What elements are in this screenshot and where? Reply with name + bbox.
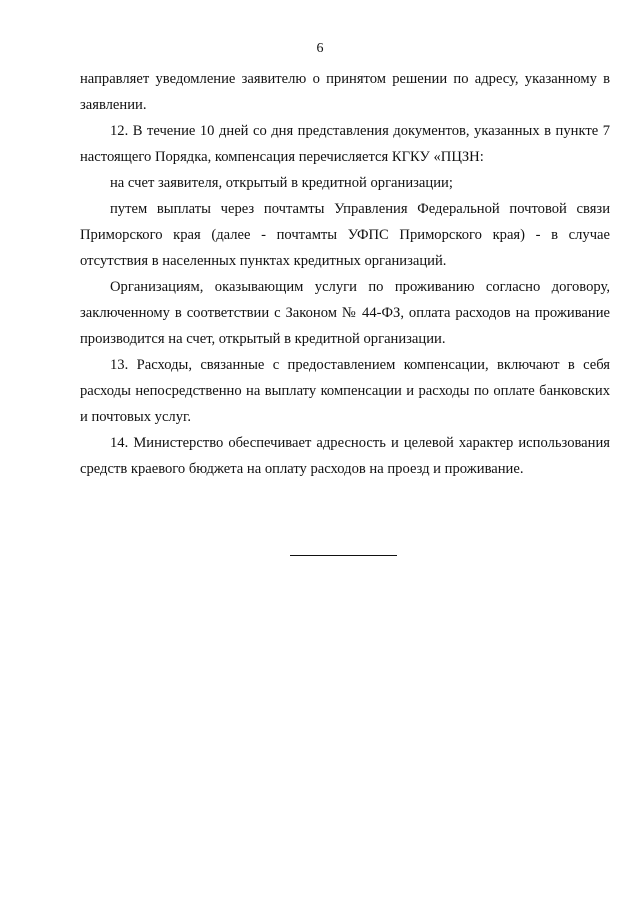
paragraph-post-offices: путем выплаты через почтамты Управления Федеральной почтовой связи Приморского края (далее - почтамты УФПС Приморского края) - в случае отсутствия в населенных пунктах кредитных организаций. (80, 201, 610, 269)
paragraph-item-12: 12. В течение 10 дней со дня представления документов, указанных в пункте 7 настоящего Порядка, компенсация перечисляется КГКУ «ПЦЗН: (80, 123, 610, 165)
paragraph-item-13: 13. Расходы, связанные с предоставлением компенсации, включают в себя расходы непосредственно на выплату компенсации и расходы по оплате банковских и почтовых услуг. (80, 357, 610, 425)
document-body (80, 66, 610, 482)
end-divider-line (290, 555, 397, 556)
page-number: 6 (316, 41, 324, 56)
paragraph-organizations: Организациям, оказывающим услуги по проживанию согласно договору, заключенному в соответствии с Законом № 44-ФЗ, оплата расходов на проживание производится на счет, открытый в кредитной организации. (80, 279, 610, 347)
paragraph-bank-account: на счет заявителя, открытый в кредитной организации; (110, 175, 453, 191)
paragraph-item-14: 14. Министерство обеспечивает адресность и целевой характер использования средств краевого бюджета на оплату расходов на проезд и проживание. (80, 435, 610, 477)
paragraph-continuation: направляет уведомление заявителю о принятом решении по адресу, указанному в заявлении. (80, 71, 610, 113)
